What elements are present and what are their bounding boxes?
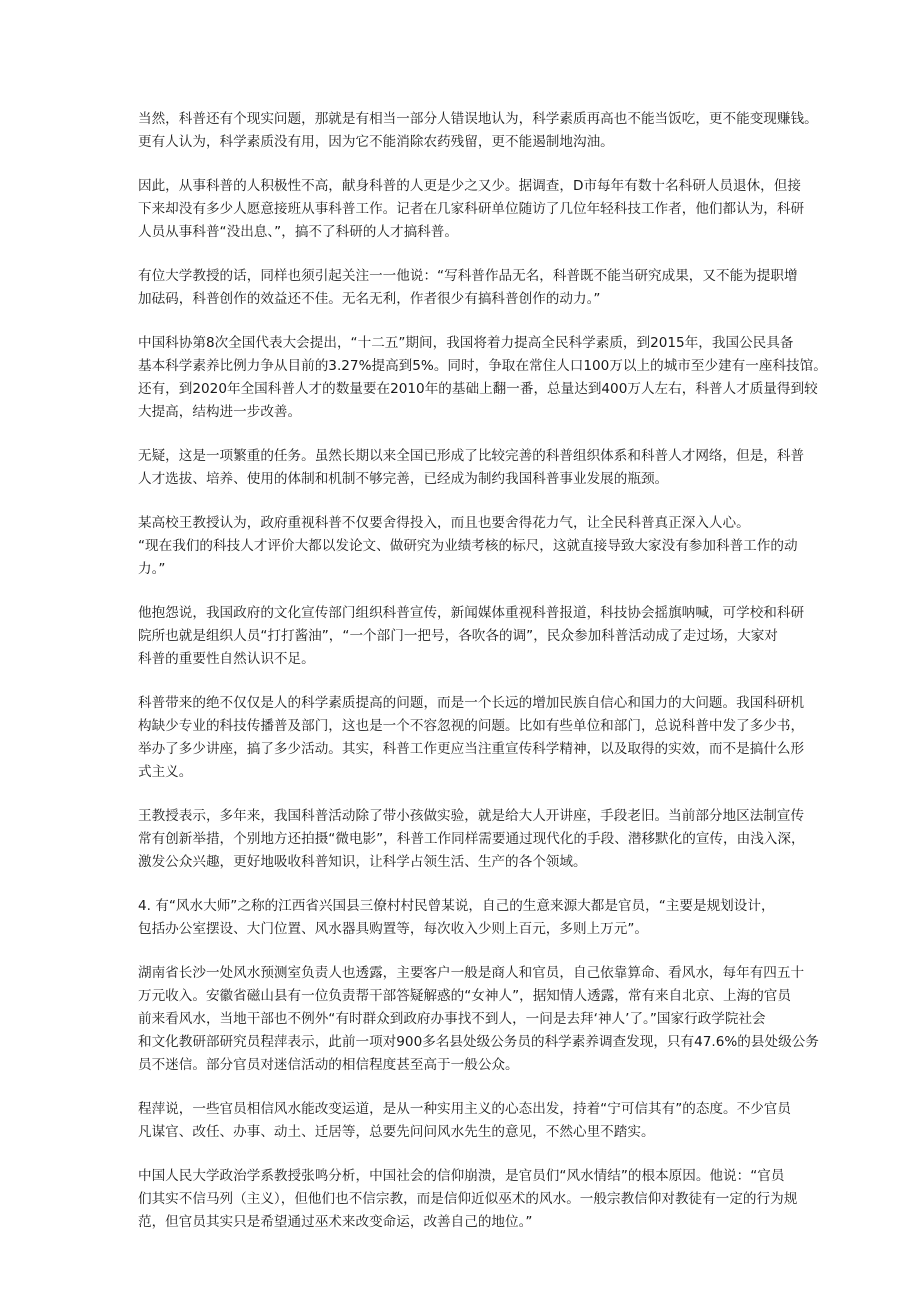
text-line: 基本科学素养比例力争从目前的3.27%提高到5%。同时，争取在常住人口100万以上的城市至少建有一座科技馆。 xyxy=(138,358,827,374)
paragraph xyxy=(138,602,805,671)
text-line: 王教授表示，多年来，我国科普活动除了带小孩做实验，就是给大人开讲座，手段老旧。当前部分地区法制宣传 xyxy=(138,808,805,824)
text-line: 中国科协第8次全国代表大会提出，“十二五”期间，我国将着力提高全民科学素质，到2015年，我国公民具备 xyxy=(138,335,794,351)
text-line: 举办了多少讲座，搞了多少活动。其实，科普工作更应当注重宣传科学精神，以及取得的实效，而不是搞什么形 xyxy=(138,741,805,757)
text-line: 和文化教研部研究员程萍表示，此前一项对900多名县处级公务员的科学素养调查发现，只有47.6%的县处级公务 xyxy=(138,1034,819,1050)
paragraph xyxy=(138,1165,798,1234)
text-line: 包括办公室摆设、大门位置、风水器具购置等，每次收入少则上百元，多则上万元”。 xyxy=(138,921,649,937)
paragraph xyxy=(138,108,818,154)
paragraph xyxy=(138,805,805,874)
text-line: 们其实不信马列（主义），但他们也不信宗教，而是信仰近似巫术的风水。一般宗教信仰对教徒有一定的行为规 xyxy=(138,1191,798,1207)
paragraph xyxy=(138,535,798,581)
paragraph xyxy=(138,1098,791,1144)
paragraph xyxy=(138,692,805,784)
text-line: 科普的重要性自然认识不足。 xyxy=(138,651,315,667)
text-line: 还有，到2020年全国科普人才的数量要在2010年的基础上翻一番，总量达到400万人左右，科普人才质量得到较 xyxy=(138,381,818,397)
text-line: 加砝码，科普创作的效益还不佳。无名无利，作者很少有搞科普创作的动力。” xyxy=(138,291,601,307)
text-line: 激发公众兴趣，更好地吸收科普知识，让科学占领生活、生产的各个领域。 xyxy=(138,854,587,870)
text-line: 因此，从事科普的人积极性不高，献身科普的人更是少之又少。据调查，D市每年有数十名科研人员退休，但接 xyxy=(138,178,801,194)
paragraph xyxy=(138,962,819,1077)
text-line: 当然，科普还有个现实问题，那就是有相当一部分人错误地认为，科学素质再高也不能当饭吃，更不能变现赚钱。 xyxy=(138,111,818,127)
text-line: 某高校王教授认为，政府重视科普不仅要舍得投入，而且也要舍得花力气，让全民科普真正深入人心。 xyxy=(138,515,750,531)
text-line: 大提高，结构进一步改善。 xyxy=(138,404,302,420)
text-line: 人才选拔、培养、使用的体制和机制不够完善，已经成为制约我国科普事业发展的瓶颈。 xyxy=(138,471,669,487)
paragraph xyxy=(138,445,805,491)
paragraph xyxy=(138,512,786,535)
text-line: 力。” xyxy=(138,561,166,577)
text-line: 人员从事科普“没出息、”，搞不了科研的人才搞科普。 xyxy=(138,224,458,240)
text-line: 他抱怨说，我国政府的文化宣传部门组织科普宣传，新闻媒体重视科普报道，科技协会摇旗呐喊，可学校和科研 xyxy=(138,605,805,621)
text-line: 湖南省长沙一处风水预测室负责人也透露，主要客户一般是商人和官员，自己依靠算命、看风水，每年有四五十 xyxy=(138,965,805,981)
text-line: “现在我们的科技人才评价大都以发论文、做研究为业绩考核的标尺，这就直接导致大家没有参加科普工作的动 xyxy=(138,538,798,554)
text-line: 下来却没有多少人愿意接班从事科普工作。记者在几家科研单位随访了几位年轻科技工作者，他们都认为，科研 xyxy=(138,201,805,217)
text-line: 式主义。 xyxy=(138,764,193,780)
text-line: 有位大学教授的话，同样也须引起关注一一他说：“写科普作品无名，科普既不能当研究成果，又不能为提职增 xyxy=(138,268,798,284)
paragraph xyxy=(138,895,786,941)
paragraph xyxy=(138,332,827,424)
text-line: 构缺少专业的科技传播普及部门，这也是一个不容忽视的问题。比如有些单位和部门，总说科普中发了多少书， xyxy=(138,718,805,734)
paragraph xyxy=(138,175,805,244)
paragraph xyxy=(138,265,798,311)
text-line: 万元收入。安徽省磁山县有一位负责帮干部答疑解惑的“女神人”，据知情人透露，常有来自北京、上海的官员 xyxy=(138,988,791,1004)
text-line: 无疑，这是一项繁重的任务。虽然长期以来全国已形成了比较完善的科普组织体系和科普人才网络，但是，科普 xyxy=(138,448,805,464)
text-line: 程萍说，一些官员相信风水能改变运道，是从一种实用主义的心态出发，持着“宁可信其有”的态度。不少官员 xyxy=(138,1101,791,1117)
text-line: 院所也就是组织人员“打打酱油”，“一个部门一把号，各吹各的调”，民众参加科普活动成了走过场，大家对 xyxy=(138,628,778,644)
text-line: 更有人认为，科学素质没有用，因为它不能消除农药残留，更不能遏制地沟油。 xyxy=(138,134,614,150)
text-line: 4. 有“风水大师”之称的江西省兴国县三僚村村民曾某说，自己的生意来源大都是官员，“主要是规划设计， xyxy=(138,898,775,914)
text-line: 员不迷信。部分官员对迷信活动的相信程度甚至高于一般公众。 xyxy=(138,1057,519,1073)
document-body xyxy=(138,108,827,1255)
text-line: 范，但官员其实只是希望通过巫术来改变命运，改善自己的地位。” xyxy=(138,1214,533,1230)
text-line: 科普带来的绝不仅仅是人的科学素质提高的问题，而是一个长远的增加民族自信心和国力的大问题。我国科研机 xyxy=(138,695,805,711)
text-line: 中国人民大学政治学系教授张鸣分析，中国社会的信仰崩溃，是官员们“风水情结”的根本原因。他说：“官员 xyxy=(138,1168,785,1184)
text-line: 凡谋官、改任、办事、动土、迁居等，总要先问问风水先生的意见，不然心里不踏实。 xyxy=(138,1124,655,1140)
text-line: 前来看风水，当地干部也不例外“有时群众到政府办事找不到人，一问是去拜‘神人’了。”国家行政学院社会 xyxy=(138,1011,766,1027)
text-line: 常有创新举措，个别地方还拍摄“微电影”，科普工作同样需要通过现代化的手段、潜移默化的宣传，由浅入深， xyxy=(138,831,805,847)
